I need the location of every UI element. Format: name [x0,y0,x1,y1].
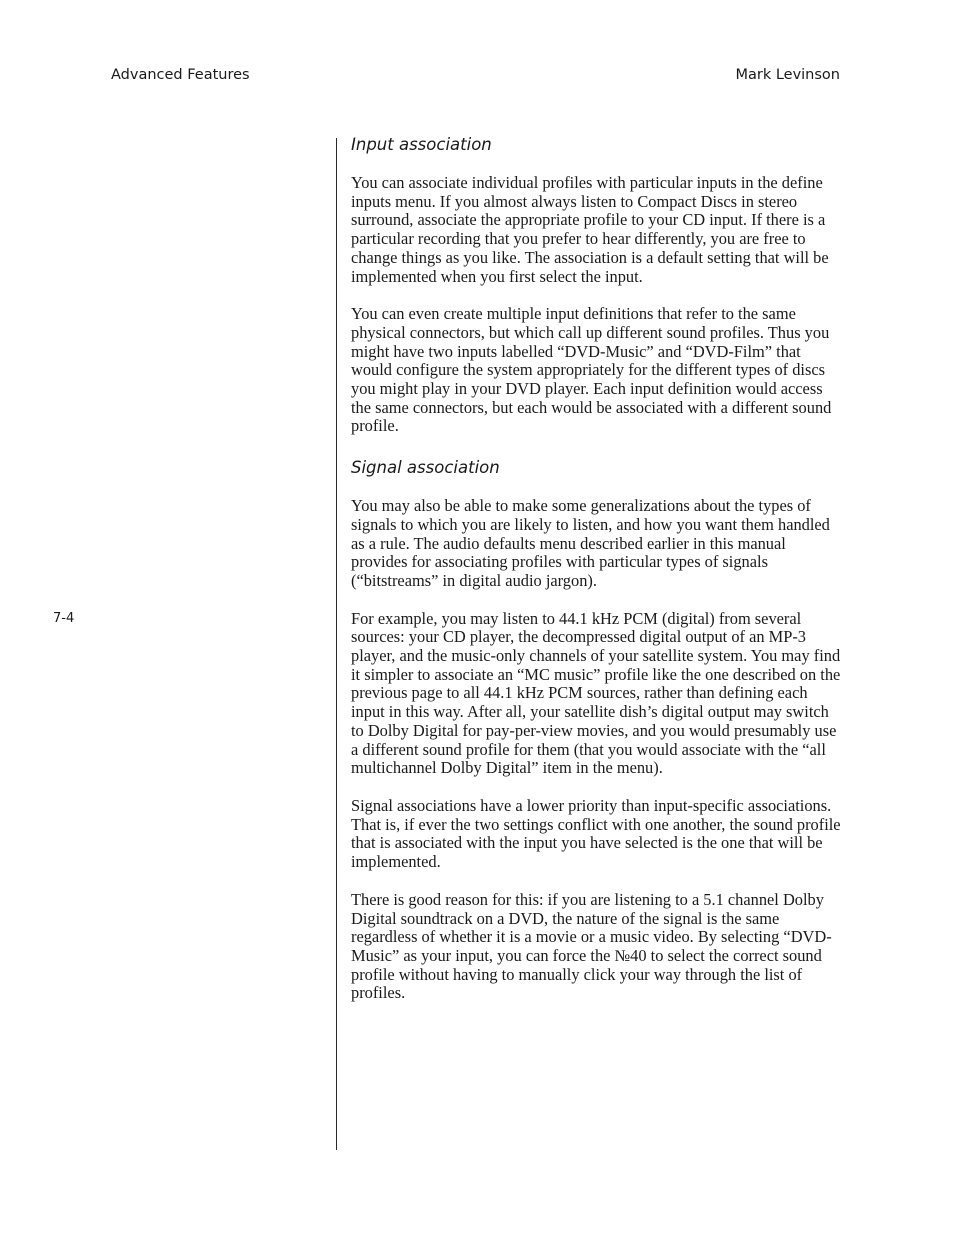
running-header-right: Mark Levinson [735,67,840,83]
section-input-association [351,134,843,436]
paragraph: You can even create multiple input definitions that refer to the same physical connectors, but which call up different sound profiles. Thus you might have two inputs labelled “DVD-Music” and “DVD-Film” that would configure the system appropriately for the different types of discs you might play in your DVD player. Each input definition would access the same connectors, but each would be associated with a different sound profile. [351,304,832,436]
paragraph: You may also be able to make some generalizations about the types of signals to which you are likely to listen, and how you want them handled as a rule. The audio defaults menu described earlier in this manual provides for associating profiles with particular types of signals (“bitstreams” in digital audio jargon). [351,496,830,590]
section-heading: Input association [351,135,492,154]
main-text-column [351,134,843,1022]
paragraph: There is good reason for this: if you are listening to a 5.1 channel Dolby Digital soundtrack on a DVD, the nature of the signal is the same regardless of whether it is a movie or a music video. By selecting “DVD-Music” as your input, you can force the №40 to select the correct sound profile without having to manually click your way through the list of profiles. [351,889,832,1003]
paragraph: For example, you may listen to 44.1 kHz PCM (digital) from several sources: your CD player, the decompressed digital output of an MP-3 player, and the music-only channels of your satellite system. You may find it simpler to associate an “MC music” profile like the one described on the previous page to all 44.1 kHz PCM sources, rather than defining each input in this way. After all, your satellite dish’s digital output may switch to Dolby Digital for pay-per-view movies, and you would presumably use a different sound profile for them (that you would associate with the “all multichannel Dolby Digital” item in the menu). [351,608,841,778]
section-signal-association [351,457,843,1003]
paragraph: You can associate individual profiles with particular inputs in the define inputs menu. If you almost always listen to Compact Discs in stereo surround, associate the appropriate profile to your CD input. If there is a particular recording that you prefer to hear differently, you are free to change things as you like. The association is a default setting that will be implemented when you first select the input. [351,173,829,286]
running-header-left: Advanced Features [111,67,250,83]
column-divider-rule [336,138,337,1150]
paragraph: Signal associations have a lower priority than input-specific associations. That is, if ever the two settings conflict with one another, the sound profile that is associated with the input you have selected is the one that will be implemented. [351,795,841,872]
page-number: 7-4 [53,611,75,626]
section-heading: Signal association [351,458,500,478]
